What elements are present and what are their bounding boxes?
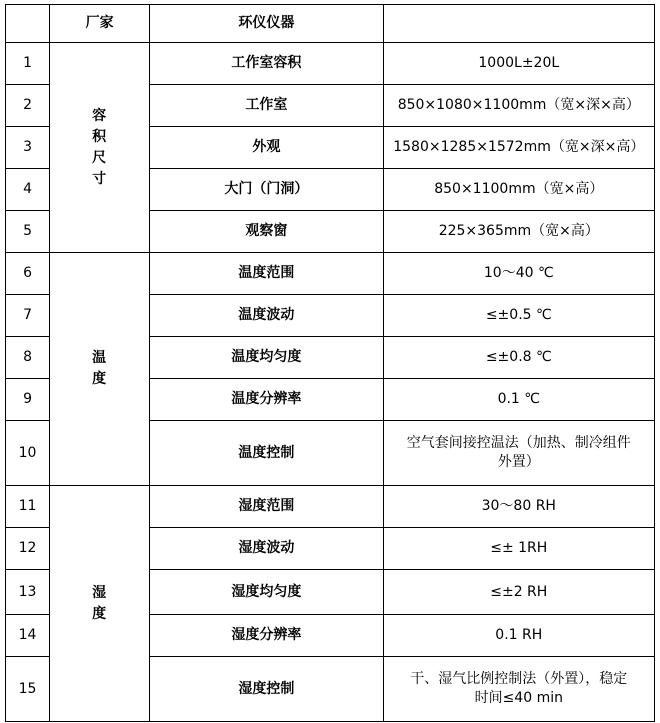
row-value [383,421,654,486]
row-index: 7 [6,295,50,337]
row-value-line: 干、湿气比例控制法（外置），稳定 [410,671,628,688]
row-value-line: 0.1 RH [495,627,543,644]
group-label-volume [50,43,150,253]
row-index: 14 [6,615,50,657]
specification-table [5,4,655,722]
row-value [383,43,654,85]
row-value [383,127,654,169]
row-value-line: 850×1080×1100mm（宽×深×高） [397,97,640,114]
group-label-line: 度 [92,605,108,622]
row-index: 6 [6,253,50,295]
row-index: 11 [6,486,50,528]
row-index: 12 [6,528,50,570]
row-item: 温度波动 [150,295,383,337]
row-value-line: 外置） [497,454,540,470]
row-item: 湿度均匀度 [150,570,383,615]
row-item: 湿度控制 [150,657,383,722]
group-label-line: 温 [92,350,108,366]
row-value [383,253,654,295]
row-index: 5 [6,211,50,253]
row-value [383,337,654,379]
row-index: 1 [6,43,50,85]
row-value [383,379,654,421]
row-item: 温度范围 [150,253,383,295]
row-item: 大门（门洞） [150,169,383,211]
row-value-line: 850×1100mm（宽×高） [434,181,604,198]
group-label-temperature [50,253,150,486]
row-value-line: 时间≤40 min [474,690,563,706]
row-index: 10 [6,421,50,486]
row-value [383,615,654,657]
row-value [383,211,654,253]
row-index: 2 [6,85,50,127]
row-index: 15 [6,657,50,722]
row-value-line: ≤±2 RH [490,583,548,600]
row-item: 工作室容积 [150,43,383,85]
row-value-line: 10～40 ℃ [483,265,554,282]
table-header-row [6,5,655,43]
header-value-cell [383,5,654,43]
row-value [383,486,654,528]
row-index: 4 [6,169,50,211]
row-item: 观察窗 [150,211,383,253]
row-value [383,85,654,127]
row-value [383,570,654,615]
row-item: 温度分辨率 [150,379,383,421]
row-index: 8 [6,337,50,379]
row-item: 外观 [150,127,383,169]
header-index-cell [6,5,50,43]
row-index: 3 [6,127,50,169]
table-row [6,486,655,528]
group-label-line: 寸 [92,170,108,187]
row-value-line: 空气套间接控温法（加热、制冷组件 [406,435,631,452]
group-label-line: 积 [92,128,108,145]
header-item-cell: 环仪仪器 [150,5,383,43]
header-group-cell: 厂家 [50,5,150,43]
row-value-line: 1000L±20L [478,55,560,72]
row-index: 13 [6,570,50,615]
row-value-line: ≤± 1RH [490,540,548,557]
row-item: 湿度波动 [150,528,383,570]
group-label-line: 湿 [92,584,108,601]
row-item: 湿度范围 [150,486,383,528]
row-item: 湿度分辨率 [150,615,383,657]
row-item: 温度均匀度 [150,337,383,379]
group-label-line: 度 [92,371,108,387]
row-value [383,657,654,722]
group-label-line: 容 [92,107,108,124]
row-item: 温度控制 [150,421,383,486]
table-row [6,253,655,295]
group-label-humidity [50,486,150,722]
row-value-line: ≤±0.8 ℃ [485,349,552,366]
row-value-line: 0.1 ℃ [497,391,540,408]
table-row [6,43,655,85]
row-index: 9 [6,379,50,421]
row-value-line: 1580×1285×1572mm（宽×深×高） [393,139,645,156]
row-value-line: ≤±0.5 ℃ [485,307,552,324]
row-value-line: 225×365mm（宽×高） [438,223,599,240]
row-value-line: 30～80 RH [481,498,556,515]
group-label-line: 尺 [92,149,108,166]
row-value [383,169,654,211]
row-value [383,528,654,570]
row-item: 工作室 [150,85,383,127]
row-value [383,295,654,337]
